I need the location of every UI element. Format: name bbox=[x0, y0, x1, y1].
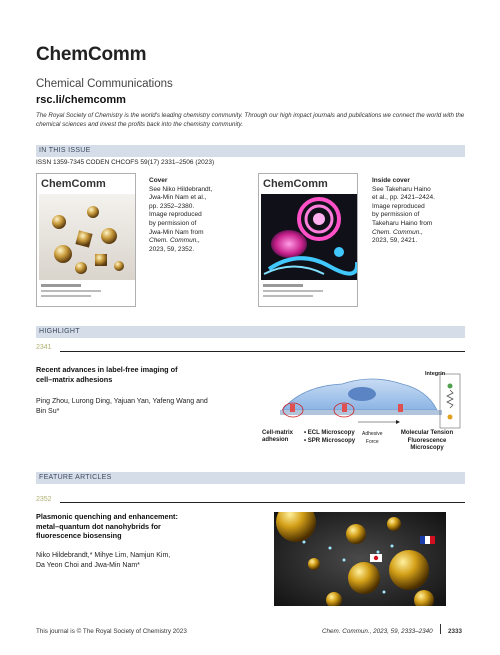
cover-text-4: Image reproduced bbox=[149, 211, 202, 219]
highlight-authors-line-2: Bin Su* bbox=[36, 407, 60, 415]
cover-thumb-title: ChemComm bbox=[41, 178, 106, 190]
fig-cell-matrix-line-1: Cell-matrix bbox=[262, 430, 294, 436]
journal-title: ChemComm bbox=[36, 44, 147, 65]
fig-adhesive-line-2: Force bbox=[365, 439, 379, 445]
highlight-title-line-1: Recent advances in label-free imaging of bbox=[36, 365, 178, 374]
cover-text-3: pp. 2352–2380. bbox=[149, 202, 195, 210]
highlight-authors bbox=[36, 397, 208, 416]
highlight-header: HIGHLIGHT bbox=[36, 326, 465, 338]
highlight-rule bbox=[60, 351, 465, 352]
highlight-graphical-abstract bbox=[262, 372, 462, 462]
inside-cover-journal-ref: Chem. Commun., bbox=[372, 228, 423, 236]
fig-methods-list bbox=[304, 430, 355, 445]
feature-title-line-2: metal–quantum dot nanohybrids for bbox=[36, 521, 161, 531]
footer-citation: Chem. Commun., 2023, 59, 2333–2340 bbox=[322, 628, 433, 635]
in-this-issue-header: IN THIS ISSUE bbox=[36, 145, 465, 157]
feature-title-line-3: fluorescence biosensing bbox=[36, 531, 122, 540]
inside-cover-heading: Inside cover bbox=[372, 177, 410, 184]
fig-ecl-label: • ECL Microscopy bbox=[304, 430, 355, 436]
inside-cover-text-2: et al., pp. 2421–2424. bbox=[372, 194, 435, 202]
fig-mtfm-line-2: Fluorescence bbox=[407, 437, 447, 444]
highlight-authors-line-1: Ping Zhou, Lurong Ding, Yajuan Yan, Yafeng Wang and bbox=[36, 398, 208, 405]
fig-spr-label: • SPR Microscopy bbox=[304, 437, 356, 444]
feature-page-number[interactable]: 2352 bbox=[36, 496, 52, 503]
inside-cover-caption bbox=[372, 177, 472, 246]
fig-cell-matrix-label bbox=[262, 430, 293, 444]
feature-authors-line-1: Niko Hildebrandt,* Mihye Lim, Namjun Kim, bbox=[36, 552, 171, 559]
highlight-title-line-2: cell–matrix adhesions bbox=[36, 374, 113, 384]
feature-authors-line-2: Da Yeon Choi and Jwa-Min Nam* bbox=[36, 561, 140, 569]
cover-caption bbox=[149, 177, 249, 254]
feature-title[interactable] bbox=[36, 512, 178, 541]
feature-articles-header: FEATURE ARTICLES bbox=[36, 472, 465, 484]
inside-cover-text-3: Image reproduced bbox=[372, 202, 425, 210]
inside-cover-text-4: by permission of bbox=[372, 211, 420, 219]
cover-journal-ref: Chem. Commun., bbox=[149, 237, 200, 245]
fig-mtfm-line-3: Microscopy bbox=[410, 445, 444, 451]
feature-graphical-abstract bbox=[274, 512, 446, 606]
supramolecular-image bbox=[259, 174, 358, 307]
journal-subtitle: Chemical Communications bbox=[36, 78, 173, 90]
cover-text-2: Jwa-Min Nam et al., bbox=[149, 194, 207, 202]
footer-page-number: 2333 bbox=[448, 628, 463, 635]
cover-heading: Cover bbox=[149, 177, 168, 184]
feature-authors bbox=[36, 551, 170, 570]
fig-cell-matrix-line-2: adhesion bbox=[262, 437, 289, 443]
cover-thumbnail[interactable] bbox=[36, 173, 136, 307]
inside-cover-year-vol: 2023, 59, 2421. bbox=[372, 237, 418, 245]
inside-cover-thumbnail[interactable] bbox=[258, 173, 358, 307]
journal-url[interactable]: rsc.li/chemcomm bbox=[36, 94, 126, 106]
fig-mtfm-line-1: Molecular Tension bbox=[400, 430, 454, 436]
cover-text-6: Jwa-Min Nam from bbox=[149, 228, 204, 236]
inside-cover-thumb-title: ChemComm bbox=[263, 178, 328, 190]
gold-nanohybrids-image bbox=[274, 512, 446, 606]
fig-adhesive-force-label bbox=[362, 430, 383, 446]
issn-line: ISSN 1359-7345 CODEN CHCOFS 59(17) 2331–2506 (2023) bbox=[36, 159, 215, 166]
highlight-title[interactable] bbox=[36, 365, 178, 384]
cover-year-vol: 2023, 59, 2352. bbox=[149, 245, 195, 253]
fig-mtfm-label bbox=[392, 430, 462, 453]
highlight-page-number[interactable]: 2341 bbox=[36, 344, 52, 351]
rsc-description: The Royal Society of Chemistry is the world's leading chemistry community. Through our high impact journals and publications we connect the world with the chemical sciences and invest the profits back into the chemistry community. bbox=[36, 112, 465, 128]
gold-nanoparticles-image bbox=[37, 174, 136, 307]
feature-rule bbox=[60, 502, 465, 503]
cover-text-5: by permission of bbox=[149, 219, 197, 227]
inside-cover-text-5: Takeharu Haino from bbox=[372, 219, 433, 227]
footer-divider bbox=[440, 624, 441, 634]
inside-cover-text-1: See Takeharu Haino bbox=[372, 185, 431, 193]
feature-title-line-1: Plasmonic quenching and enhancement: bbox=[36, 512, 178, 521]
cover-text-1: See Niko Hildebrandt, bbox=[149, 185, 213, 193]
footer-copyright: This journal is © The Royal Society of Chemistry 2023 bbox=[36, 628, 187, 635]
fig-adhesive-line-1: Adhesive bbox=[362, 431, 383, 437]
fig-integrin-label: Integrin bbox=[425, 371, 446, 377]
